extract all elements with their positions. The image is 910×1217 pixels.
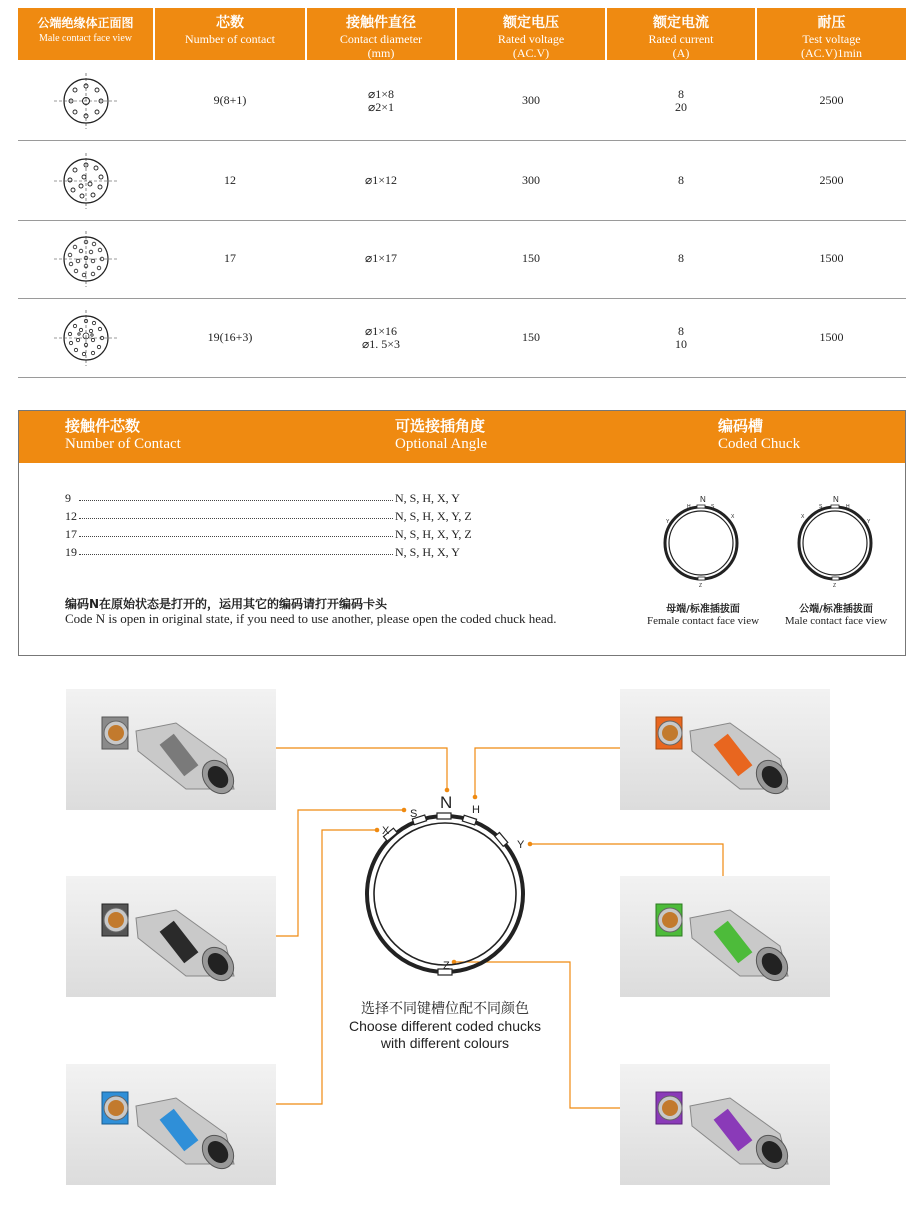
contacts-value: 19(16+3) — [207, 330, 253, 344]
diameter-value: ⌀1×16 — [365, 323, 397, 338]
chuck-caption: 选择不同键槽位配不同颜色 Choose different coded chucks with different colours — [349, 1001, 541, 1051]
diameter-value: ⌀1×17 — [365, 251, 397, 265]
contacts-value: 17 — [224, 251, 236, 265]
table-row — [18, 61, 906, 141]
test-voltage-value: 1500 — [819, 330, 844, 344]
header-contact-count: 芯数 Number of contact — [155, 8, 305, 60]
header-coded-chuck: 编码槽 — [718, 417, 764, 435]
voltage-value: 300 — [522, 93, 540, 107]
male-face-caption: 公端/标准插拔面 Male contact face view — [784, 604, 888, 627]
header-number-of-contact: 接触件芯数 — [65, 417, 141, 435]
svg-text:Y: Y — [666, 519, 670, 525]
male-chuck-ring-icon — [789, 491, 885, 589]
svg-text:X: X — [731, 514, 735, 520]
face-12-contact-icon — [54, 153, 118, 209]
test-voltage-value: 2500 — [819, 173, 844, 187]
diameter-value: ⌀1. 5×3 — [362, 336, 400, 351]
face-19-contact-icon — [54, 310, 118, 366]
svg-text:Z: Z — [699, 583, 703, 589]
label-y: Y — [517, 839, 525, 851]
current-value: 20 — [675, 99, 687, 114]
connector-image-icon — [66, 1064, 276, 1185]
voltage-value: 300 — [522, 173, 540, 187]
voltage-value: 150 — [522, 251, 540, 265]
contacts-value: 12 — [224, 173, 236, 187]
female-face-caption: 母端/标准插拔面 Female contact face view — [646, 604, 760, 627]
face-17-contact-icon — [54, 231, 118, 287]
test-voltage-value: 2500 — [819, 93, 844, 107]
connector-photo-z — [620, 1064, 830, 1185]
label-z: Z — [443, 960, 450, 972]
header-test-voltage: 耐压 Test voltage (AC.V)1min — [757, 8, 906, 60]
connector-photo-x — [66, 1064, 276, 1185]
svg-text:X: X — [801, 514, 805, 520]
svg-text:H: H — [846, 504, 850, 510]
current-value: 8 — [678, 86, 684, 101]
label-n: N — [700, 495, 706, 504]
current-value: 8 — [678, 323, 684, 338]
header-face-view: 公端绝缘体正面图 Male contact face view — [18, 8, 153, 60]
svg-text:Y: Y — [867, 519, 871, 525]
table-row — [18, 219, 906, 299]
contacts-value: 9(8+1) — [213, 93, 247, 107]
header-rated-voltage: 额定电压 Rated voltage (AC.V) — [457, 8, 605, 60]
label-s: S — [410, 808, 418, 820]
svg-text:Z: Z — [833, 583, 837, 589]
face-9-contact-icon — [54, 73, 118, 129]
label-n: N — [440, 793, 453, 812]
list-item: 12 N, S, H, X, Y, Z — [65, 509, 472, 523]
optional-angle-panel — [18, 410, 906, 656]
svg-text:S: S — [711, 504, 715, 510]
big-chuck-ring-icon — [367, 813, 523, 975]
connector-image-icon — [66, 689, 276, 810]
list-item: 19 N, S, H, X, Y — [65, 545, 460, 559]
connector-image-icon — [66, 876, 276, 997]
current-value: 8 — [678, 251, 684, 265]
svg-text:N: N — [833, 495, 839, 504]
svg-text:S: S — [819, 504, 823, 510]
table-row — [18, 141, 906, 221]
female-chuck-ring-icon — [655, 491, 751, 589]
connector-image-icon — [620, 1064, 830, 1185]
connector-photo-y — [620, 876, 830, 997]
label-x: X — [382, 825, 390, 837]
diameter-value: ⌀2×1 — [368, 99, 394, 114]
connector-image-icon — [620, 876, 830, 997]
connector-photo-n — [66, 689, 276, 810]
connector-image-icon — [620, 689, 830, 810]
header-contact-diameter: 接触件直径 Contact diameter (mm) — [307, 8, 455, 60]
note-chinese: 编码N在原始状态是打开的，运用其它的编码请打开编码卡头 — [65, 597, 388, 611]
voltage-value: 150 — [522, 330, 540, 344]
current-value: 8 — [678, 173, 684, 187]
list-item: 9 N, S, H, X, Y — [65, 491, 460, 505]
connector-photo-h — [620, 689, 830, 810]
current-value: 10 — [675, 336, 687, 351]
diameter-value: ⌀1×8 — [368, 86, 394, 101]
optional-angle-header: 接触件芯数 Number of Contact 可选接插角度 Optional Angle 编码槽 Coded Chuck — [19, 411, 905, 463]
note-english: Code N is open in original state, if you need to use another, please open the coded chuck head. — [65, 611, 557, 626]
diameter-value: ⌀1×12 — [365, 173, 397, 187]
list-item: 17 N, S, H, X, Y, Z — [65, 527, 472, 541]
header-rated-current: 额定电流 Rated current (A) — [607, 8, 755, 60]
svg-text:H: H — [687, 504, 691, 510]
table-row — [18, 298, 906, 378]
connector-photo-s — [66, 876, 276, 997]
header-optional-angle: 可选接插角度 — [395, 417, 486, 435]
test-voltage-value: 1500 — [819, 251, 844, 265]
label-h: H — [472, 804, 480, 816]
